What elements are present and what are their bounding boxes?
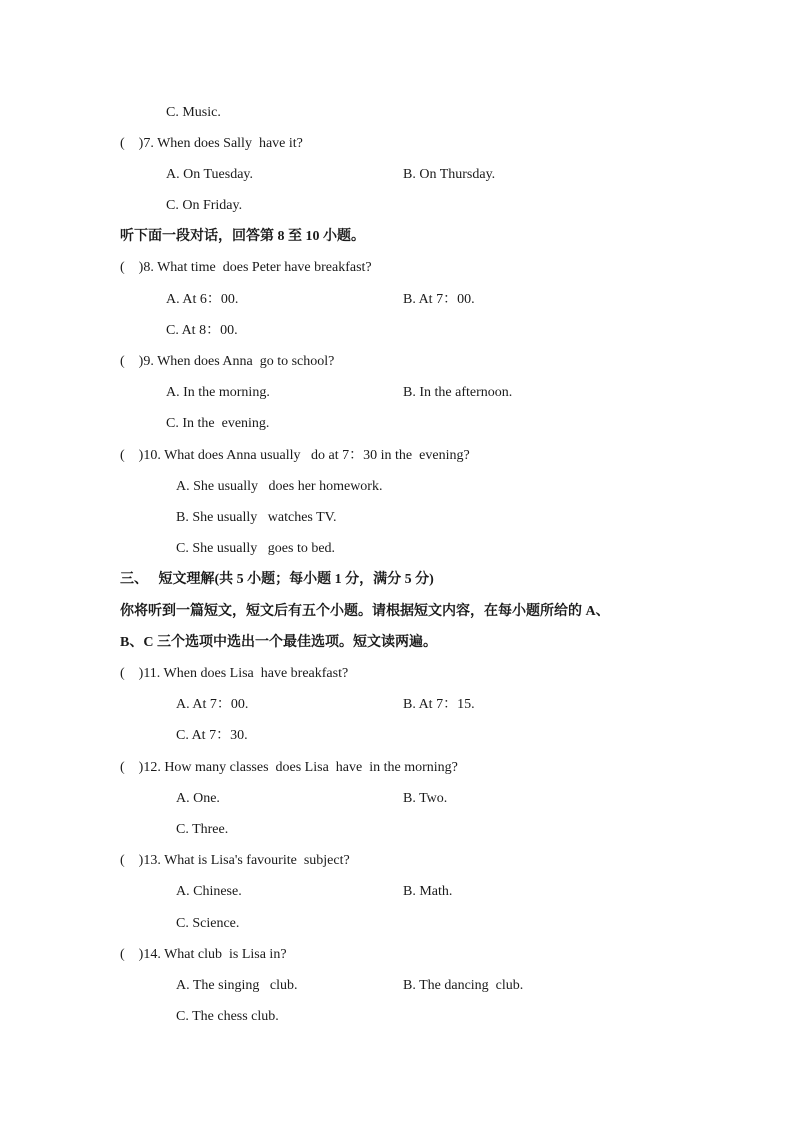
q9-option-b: B. In the afternoon. [403,385,513,400]
q13-option-a: A. Chinese. [176,884,242,899]
question-14: ( )14. What club is Lisa in? [120,947,287,962]
question-13: ( )13. What is Lisa's favourite subject? [120,853,350,868]
section-3-instruction-line-1: 你将听到一篇短文，短文后有五个小题。请根据短文内容，在每小题所给的 A、 [120,604,610,619]
q10-option-b: B. She usually watches TV. [176,510,337,525]
q7-option-a: A. On Tuesday. [166,167,253,182]
question-9: ( )9. When does Anna go to school? [120,354,335,369]
q8-option-c: C. At 8：00. [166,323,238,338]
q13-option-b: B. Math. [403,884,453,899]
q11-option-a: A. At 7：00. [176,697,249,712]
section-3-instruction-line-2: B、C 三个选项中选出一个最佳选项。短文读两遍。 [120,635,437,650]
q8-option-a: A. At 6：00. [166,292,239,307]
instruction-q8-10: 听下面一段对话，回答第 8 至 10 小题。 [120,229,365,244]
q11-option-b: B. At 7：15. [403,697,475,712]
q10-option-a: A. She usually does her homework. [176,479,383,494]
q6-option-c: C. Music. [166,105,221,120]
q12-option-b: B. Two. [403,791,448,806]
q8-option-b: B. At 7：00. [403,292,475,307]
question-7: ( )7. When does Sally have it? [120,136,303,151]
section-3-heading: 三、 短文理解(共 5 小题；每小题 1 分，满分 5 分) [120,572,434,587]
question-10: ( )10. What does Anna usually do at 7：30 in the evening? [120,448,470,463]
q14-option-b: B. The dancing club. [403,978,524,993]
q10-option-c: C. She usually goes to bed. [176,541,336,556]
question-11: ( )11. When does Lisa have breakfast? [120,666,349,681]
q9-option-c: C. In the evening. [166,416,270,431]
q11-option-c: C. At 7：30. [176,728,248,743]
question-12: ( )12. How many classes does Lisa have in the morning? [120,760,458,775]
q12-option-a: A. One. [176,791,220,806]
question-8: ( )8. What time does Peter have breakfast? [120,260,372,275]
q14-option-a: A. The singing club. [176,978,298,993]
q14-option-c: C. The chess club. [176,1009,279,1024]
q7-option-b: B. On Thursday. [403,167,496,182]
q12-option-c: C. Three. [176,822,229,837]
q13-option-c: C. Science. [176,916,240,931]
q9-option-a: A. In the morning. [166,385,270,400]
q7-option-c: C. On Friday. [166,198,243,213]
